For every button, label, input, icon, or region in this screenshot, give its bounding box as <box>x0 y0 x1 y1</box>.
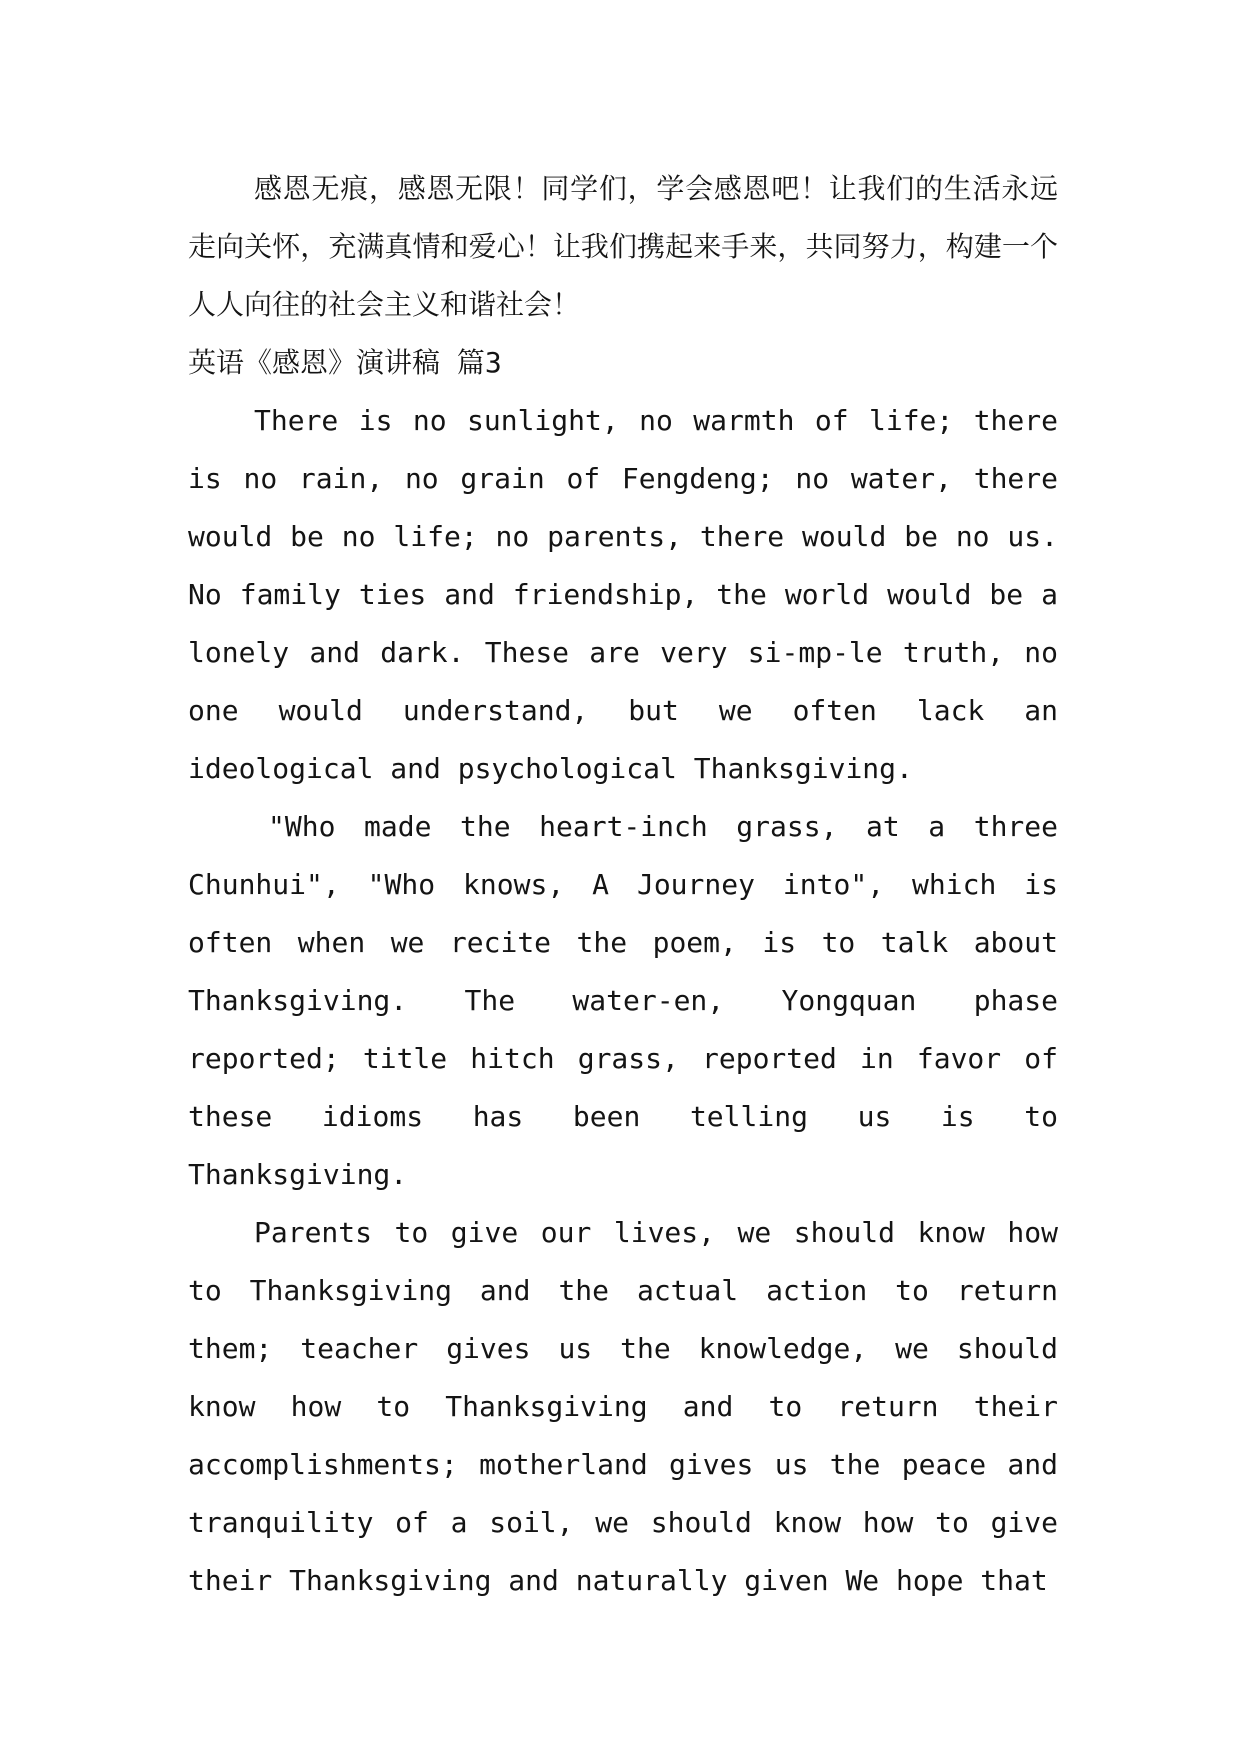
body-paragraph-1: There is no sunlight, no warmth of life; there is no rain, no grain of Fengdeng; no water, there would be no life; no parents, there would be no us. No family ties and friendship, the world would be a lonely and dark. These are very si-mp-le truth, no one would understand, but we often lack an ideological and psychological Thanksgiving. <box>188 404 1058 785</box>
document-content <box>188 160 1058 1610</box>
body-paragraph-2: "Who made the heart-inch grass, at a three Chunhui", "Who knows, A Journey into", which is often when we recite the poem, is to talk about Thanksgiving. The water-en, Yongquan phase reported; title hitch grass, reported in favor of these idioms has been telling us is to Thanksgiving. <box>188 810 1058 1191</box>
chinese-closing-paragraph: 感恩无痕，感恩无限！同学们，学会感恩吧！让我们的生活永远走向关怀，充满真情和爱心！让我们携起来手来，共同努力，构建一个人人向往的社会主义和谐社会！ <box>188 172 1058 321</box>
body-paragraph-3: Parents to give our lives, we should know how to Thanksgiving and the actual action to return them; teacher gives us the knowledge, we should know how to Thanksgiving and to return their accomplishments; motherland gives us the peace and tranquility of a soil, we should know how to give their Thanksgiving and naturally given We hope that <box>188 1216 1058 1597</box>
section-title: 英语《感恩》演讲稿 篇3 <box>188 346 502 379</box>
